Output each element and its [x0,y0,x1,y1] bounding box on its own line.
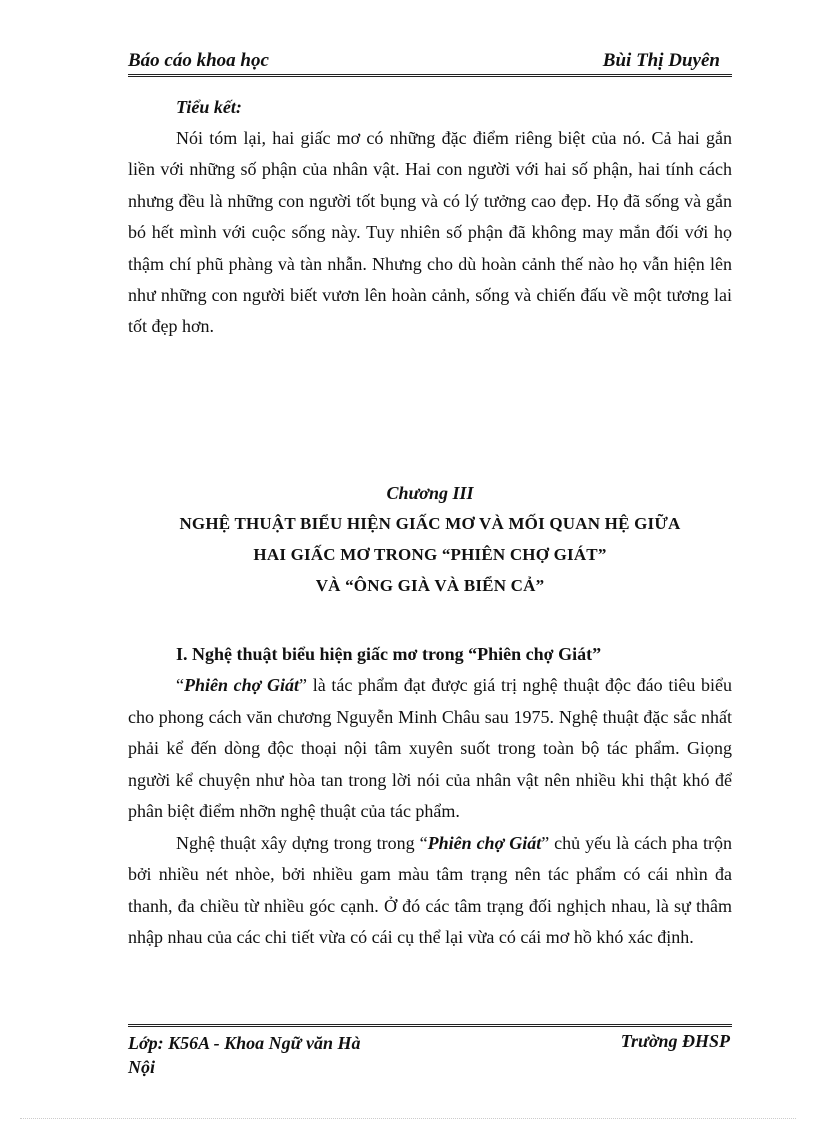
paragraph-1-text: ” là tác phẩm đạt được giá trị nghệ thuật độc đáo tiêu biểu cho phong cách văn chương Nguyễn Minh Châu sau 1975. Nghệ thuật đặc sắc nhất phải kể đến dòng độc thoại nội tâm xuyên suốt trong toàn bộ tác phẩm. Giọng người kể chuyện như hòa tan trong lời nói của nhân vật nên nhiều khi thật khó để phân biệt điểm nhỡn nghệ thuật của tác phẩm. [128,675,732,821]
section-one [128,638,732,954]
header-report-title: Báo cáo khoa học [128,50,269,71]
header-author-name: Bùi Thị Duyên [602,50,720,71]
paragraph-2-lead: Nghệ thuật xây dựng trong trong “ [176,832,428,853]
work-title: Phiên chợ Giát [427,832,542,853]
summary-paragraph: Nói tóm lại, hai giấc mơ có những đặc điểm riêng biệt của nó. Cả hai gắn liền với những số phận của nhân vật. Hai con người với hai số phận, hai tính cách nhưng đều là những con người tốt bụng và có lý tưởng cao đẹp. Họ đã sống và gắn bó hết mình với cuộc sống này. Tuy nhiên số phận đã không may mắn đối với họ thậm chí phũ phàng và tàn nhẫn. Nhưng cho dù hoàn cảnh thế nào họ vẫn hiện lên như những con người biết vươn lên hoàn cảnh, sống và chiến đấu về một tương lai tốt đẹp hơn. [128,128,732,337]
paragraph-2-text: ” chủ yếu là cách pha trộn bởi nhiều nét nhòe, bởi nhiều gam màu tâm trạng nên tác phẩm có cái nhìn đa thanh, đa chiều từ nhiều góc cạnh. Ở đó các tâm trạng đối nghịch nhau, là sự thâm nhập nhau của các chi tiết vừa có cái cụ thể lại vừa có cái mơ hồ khó xác định. [128,832,732,947]
chapter-title-line-2: HAI GIẤC MƠ TRONG “PHIÊN CHỢ GIÁT” [253,545,607,564]
section-paragraph-2 [128,828,732,954]
chapter-title-line-1: NGHỆ THUẬT BIỂU HIỆN GIẤC MƠ VÀ MỐI QUAN HỆ GIỮA [179,514,681,533]
chapter-title-line-3: VÀ “ÔNG GIÀ VÀ BIỂN CẢ” [315,576,545,595]
page-header [128,48,732,77]
summary-section [128,88,732,343]
section-heading: I. Nghệ thuật biểu hiện giấc mơ trong “Phiên chợ Giát” [176,644,602,664]
footer-school-name: Trường ĐHSP [620,1031,730,1051]
footer-class-info: Lớp: K56A - Khoa Ngữ văn Hà Nội [128,1033,361,1077]
chapter-heading [128,478,732,601]
page-bottom-divider [20,1118,796,1119]
open-quote: “ [176,675,184,695]
section-paragraph-1 [128,670,732,828]
work-title: Phiên chợ Giát [184,675,300,695]
chapter-label: Chương III [386,483,474,503]
summary-title: Tiểu kết: [176,97,242,117]
page-footer [128,1024,732,1077]
